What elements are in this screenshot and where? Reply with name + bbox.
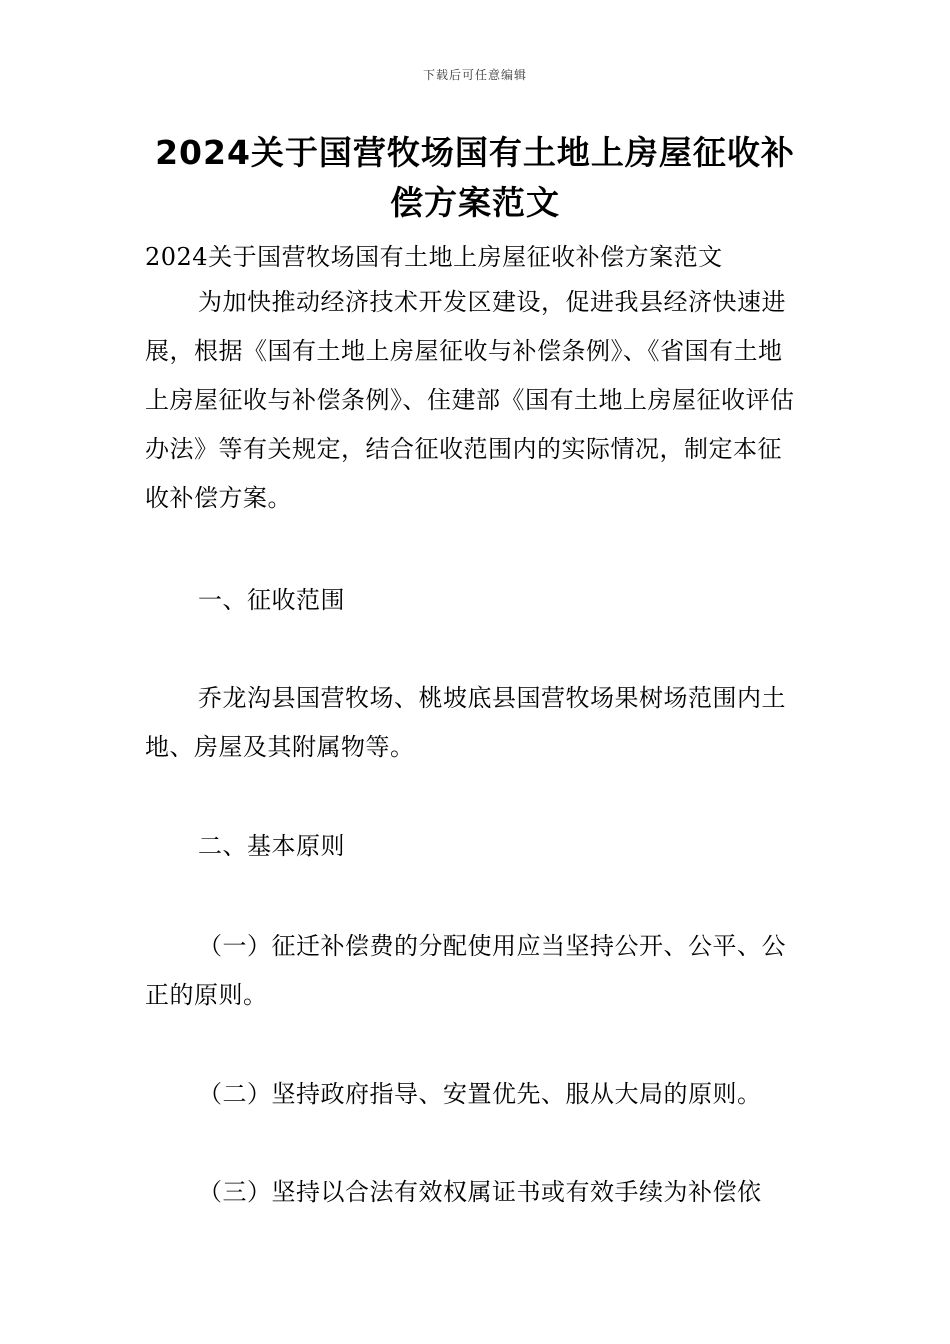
header-note: 下载后可任意编辑	[422, 68, 527, 82]
section-heading-scope: 一、征收范围	[198, 586, 345, 614]
document-title: 2024关于国营牧场国有土地上房屋征收补偿方案范文	[155, 133, 795, 222]
section-heading-principles: 二、基本原则	[198, 832, 345, 860]
principle-1-paragraph: （一）征迁补偿费的分配使用应当坚持公开、公平、公正的原则。	[145, 932, 786, 1009]
principle-3-paragraph: （三）坚持以合法有效权属证书或有效手续为补偿依	[198, 1178, 762, 1206]
scope-paragraph: 乔龙沟县国营牧场、桃坡底县国营牧场果树场范围内土地、房屋及其附属物等。	[145, 684, 786, 761]
intro-paragraph: 为加快推动经济技术开发区建设，促进我县经济快速进展，根据《国有土地上房屋征收与补偿条例》、《省国有土地上房屋征收与补偿条例》、住建部《国有土地上房屋征收评估办法》等有关规定，结合征收范围内的实际情况，制定本征收补偿方案。	[145, 288, 795, 512]
principle-2-paragraph: （二）坚持政府指导、安置优先、服从大局的原则。	[198, 1080, 762, 1108]
document-subtitle: 2024关于国营牧场国有土地上房屋征收补偿方案范文	[145, 243, 723, 271]
